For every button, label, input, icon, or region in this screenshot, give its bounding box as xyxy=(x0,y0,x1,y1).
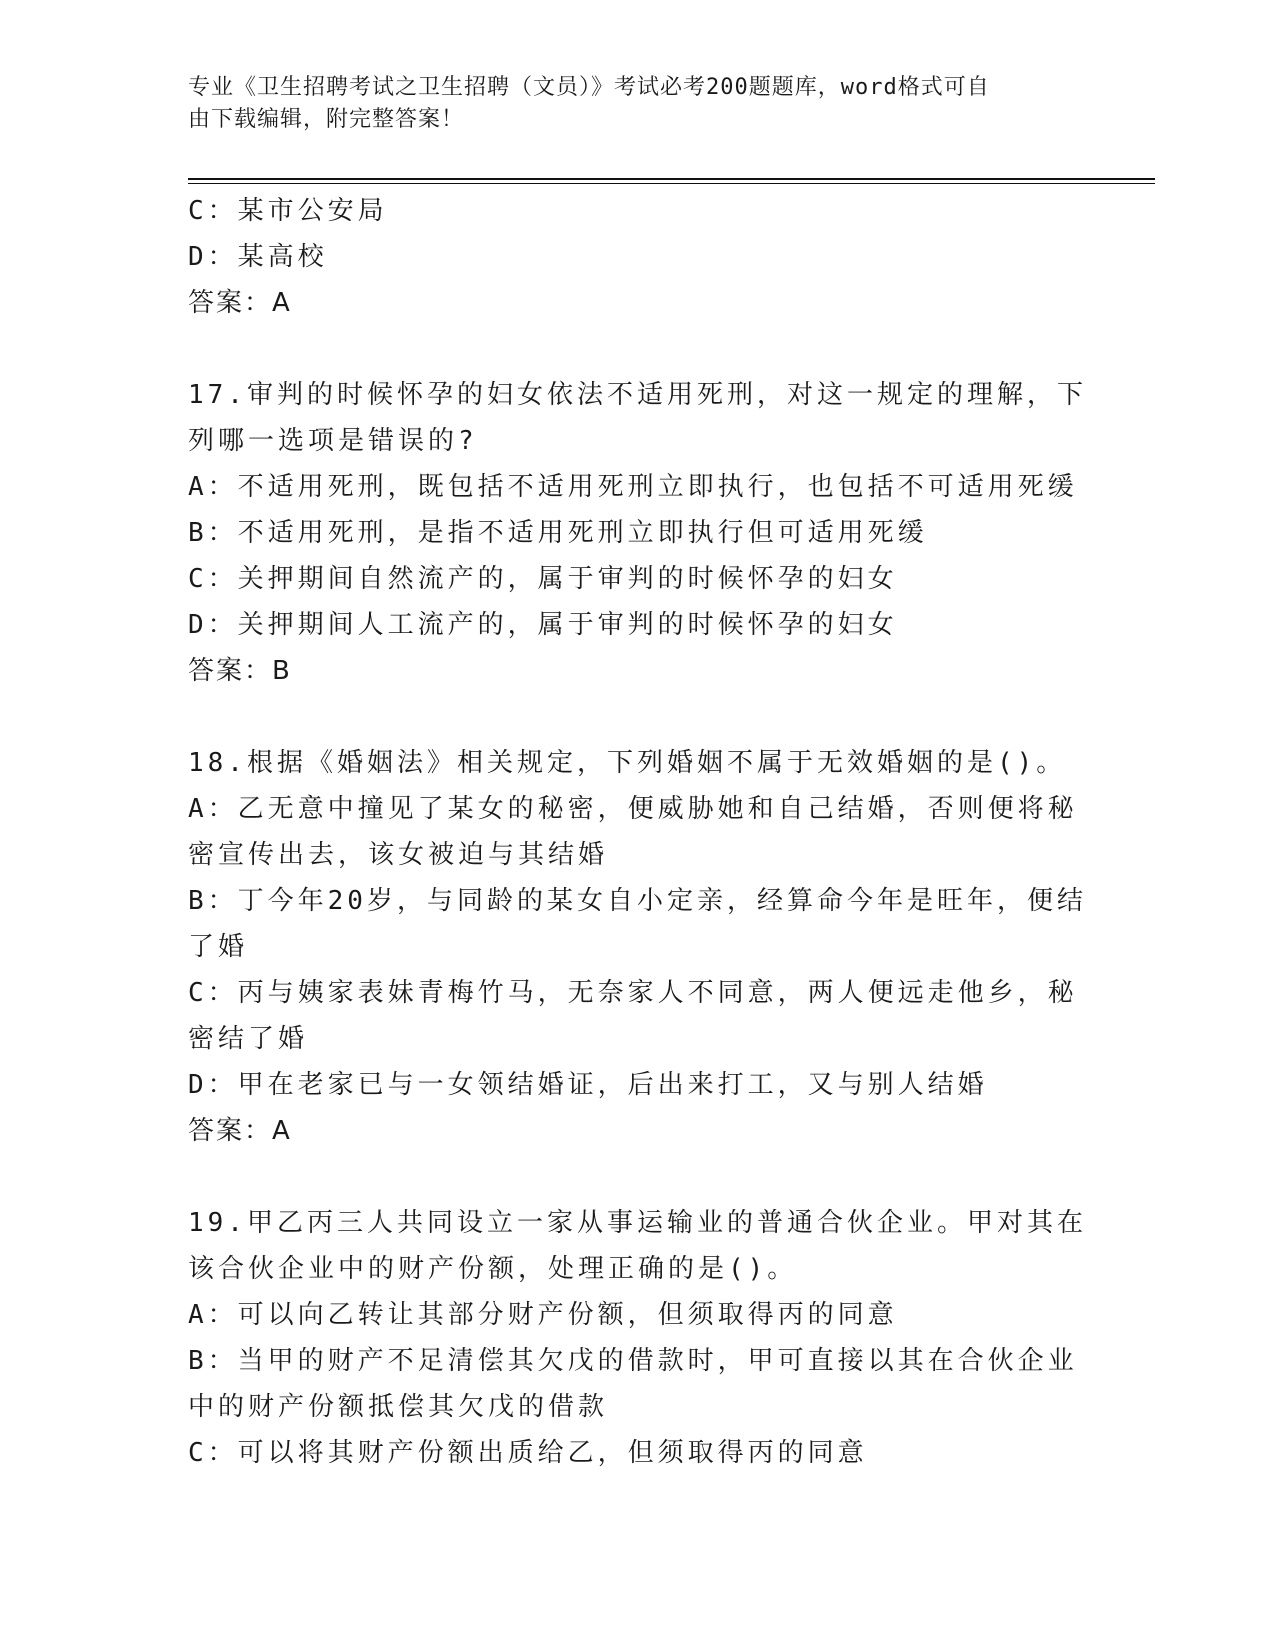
option-c: C：关押期间自然流产的，属于审判的时候怀孕的妇女 xyxy=(188,564,898,594)
header-divider xyxy=(188,178,1155,184)
previous-question-tail xyxy=(188,188,1088,326)
option-c: C：丙与姨家表妹青梅竹马，无奈家人不同意，两人便远走他乡，秘密结了婚 xyxy=(188,978,1078,1054)
option-d: D：某高校 xyxy=(188,242,328,272)
question-stem: 17.审判的时候怀孕的妇女依法不适用死刑，对这一规定的理解，下列哪一选项是错误的? xyxy=(188,380,1087,456)
header-line-1: 专业《卫生招聘考试之卫生招聘（文员）》考试必考200题题库，word格式可自 xyxy=(188,75,990,100)
question-stem: 19.甲乙丙三人共同设立一家从事运输业的普通合伙企业。甲对其在该合伙企业中的财产份额，处理正确的是()。 xyxy=(188,1208,1087,1284)
option-b: B：丁今年20岁，与同龄的某女自小定亲，经算命今年是旺年，便结了婚 xyxy=(188,886,1087,962)
option-b: B：当甲的财产不足清偿其欠戊的借款时，甲可直接以其在合伙企业中的财产份额抵偿其欠戊的借款 xyxy=(188,1346,1078,1422)
page-header xyxy=(188,72,1068,136)
option-a: A：乙无意中撞见了某女的秘密，便威胁她和自己结婚，否则便将秘密宣传出去，该女被迫与其结婚 xyxy=(188,794,1078,870)
question-stem: 18.根据《婚姻法》相关规定，下列婚姻不属于无效婚姻的是()。 xyxy=(188,748,1067,778)
option-d: D：关押期间人工流产的，属于审判的时候怀孕的妇女 xyxy=(188,610,898,640)
answer-line: 答案：B xyxy=(188,656,292,686)
option-d: D：甲在老家已与一女领结婚证，后出来打工，又与别人结婚 xyxy=(188,1070,988,1100)
question-17 xyxy=(188,372,1088,694)
question-19 xyxy=(188,1200,1088,1476)
answer-line: 答案：A xyxy=(188,1116,292,1146)
option-c: C：可以将其财产份额出质给乙，但须取得丙的同意 xyxy=(188,1438,868,1468)
option-a: A：不适用死刑，既包括不适用死刑立即执行，也包括不可适用死缓 xyxy=(188,472,1078,502)
question-18 xyxy=(188,740,1088,1154)
spacer xyxy=(188,326,1088,372)
spacer xyxy=(188,694,1088,740)
option-a: A：可以向乙转让其部分财产份额，但须取得丙的同意 xyxy=(188,1300,898,1330)
option-c: C：某市公安局 xyxy=(188,196,388,226)
option-b: B：不适用死刑，是指不适用死刑立即执行但可适用死缓 xyxy=(188,518,928,548)
header-line-2: 由下载编辑，附完整答案！ xyxy=(188,107,465,132)
spacer xyxy=(188,1154,1088,1200)
answer-line: 答案：A xyxy=(188,288,292,318)
document-body xyxy=(188,188,1088,1476)
